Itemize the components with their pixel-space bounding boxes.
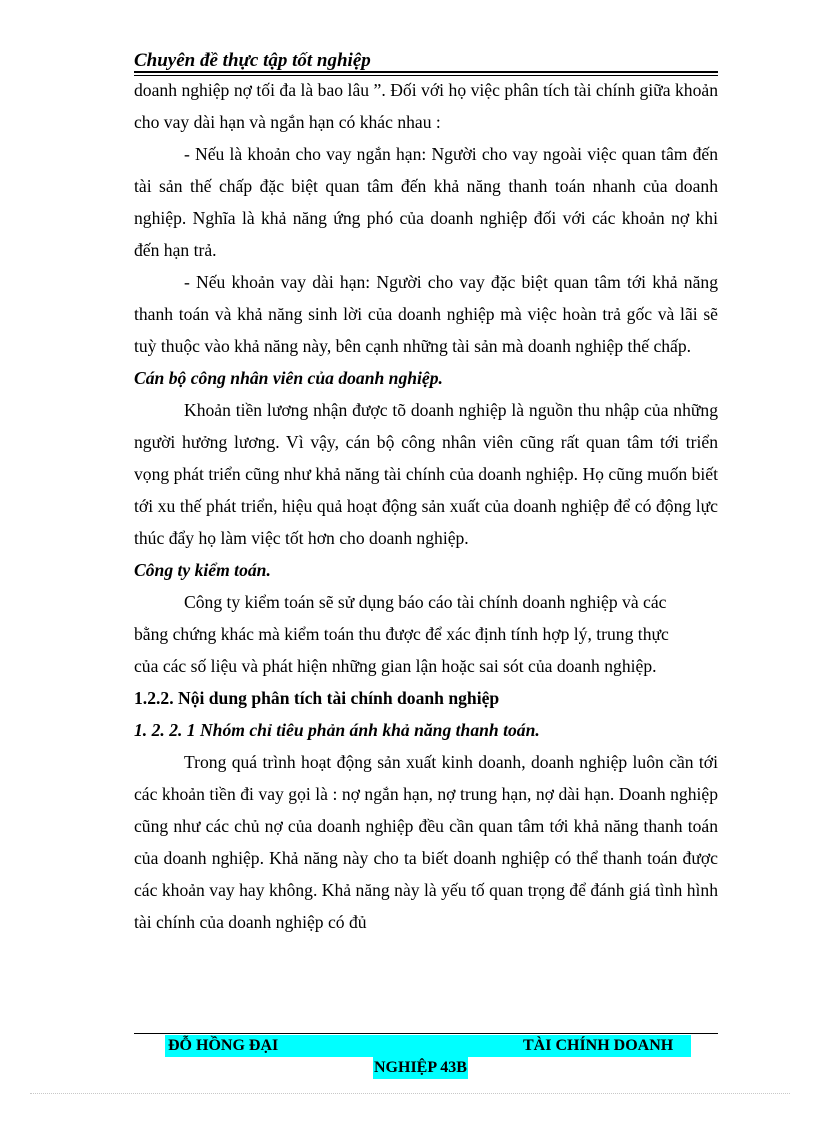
- footer-rule: [134, 1033, 718, 1034]
- footer-author: ĐỖ HỒNG ĐẠI: [168, 1037, 279, 1054]
- subheading-audit-company: Công ty kiểm toán.: [134, 560, 271, 580]
- running-header-title: Chuyên đề thực tập tốt nghiệp: [134, 50, 371, 71]
- paragraph-employees: Khoản tiền lương nhận được tõ doanh nghiệp là nguồn thu nhập của những người hưởng lương. Vì vậy, cán bộ công nhân viên cũng rất quan tâm tới triển vọng phát triển cũng như khả năng tài chính của doanh nghiệp. Họ cũng muốn biết tới xu thế phát triển, hiệu quả hoạt động sản xuất của doanh nghiệp để có động lực thúc đẩy họ làm việc tốt hơn cho doanh nghiệp.: [134, 400, 718, 548]
- paragraph-short-term-loan: - Nếu là khoản cho vay ngắn hạn: Người cho vay ngoài việc quan tâm đến tài sản thế chấp đặc biệt quan tâm đến khả năng thanh toán nhanh của doanh nghiệp. Nghĩa là khả năng ứng phó của doanh nghiệp đối với các khoản nợ khi đến hạn trả.: [134, 144, 718, 260]
- page-bottom-border: [30, 1093, 790, 1094]
- paragraph-audit-company: Công ty kiểm toán sẽ sử dụng báo cáo tài chính doanh nghiệp và các bằng chứng khác mà kiểm toán thu được để xác định tính hợp lý, trung thực của các số liệu và phát hiện những gian lận hoặc sai sót của doanh nghiệp.: [134, 592, 669, 676]
- section-heading: 1.2.2. Nội dung phân tích tài chính doanh nghiệp: [134, 688, 500, 708]
- footer-department: TÀI CHÍNH DOANH: [523, 1037, 674, 1054]
- paragraph-long-term-loan: - Nếu khoản vay dài hạn: Người cho vay đặc biệt quan tâm tới khả năng thanh toán và khả năng sinh lời của doanh nghiệp mà việc hoàn trả gốc và lãi sẽ tuỳ thuộc vào khả năng này, bên cạnh những tài sản mà doanh nghiệp thế chấp.: [134, 272, 718, 356]
- subheading-employees: Cán bộ công nhân viên của doanh nghiệp.: [134, 368, 443, 388]
- paragraph-lender-intro: doanh nghiệp nợ tối đa là bao lâu ”. Đối với họ việc phân tích tài chính giữa khoản cho vay dài hạn và ngắn hạn có khác nhau :: [134, 80, 718, 132]
- header-rule: [134, 71, 718, 73]
- paragraph-solvency: Trong quá trình hoạt động sản xuất kinh doanh, doanh nghiệp luôn cần tới các khoản tiền đi vay gọi là : nợ ngắn hạn, nợ trung hạn, nợ dài hạn. Doanh nghiệp cũng như các chủ nợ của doanh nghiệp đều cần quan tâm tới khả năng thanh toán của doanh nghiệp. Khả năng này cho ta biết doanh nghiệp có thể thanh toán được các khoản vay hay không. Khả năng này là yếu tố quan trọng để đánh giá tình hình tài chính của doanh nghiệp có đủ: [134, 752, 718, 932]
- footer-department-class: NGHIỆP 43B: [373, 1057, 468, 1079]
- subsection-heading: 1. 2. 2. 1 Nhóm chỉ tiêu phản ánh khả năng thanh toán.: [134, 720, 540, 740]
- footer-highlight-line1: [165, 1035, 691, 1057]
- page-body: [134, 74, 718, 938]
